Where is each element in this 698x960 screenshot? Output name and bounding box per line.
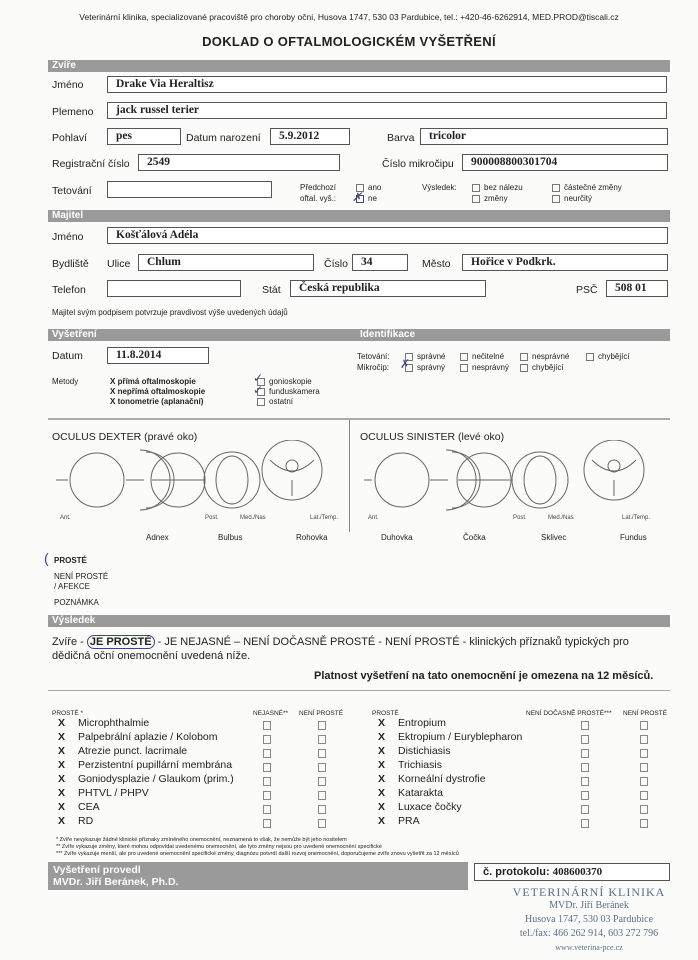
checkbox-icon[interactable] [640, 749, 648, 758]
checkbox-icon [586, 353, 594, 361]
disease-mark[interactable]: X [58, 731, 66, 743]
state-label: Stát [262, 284, 281, 296]
checkbox-icon[interactable] [581, 749, 589, 758]
disease-row [378, 815, 420, 827]
checkbox-icon[interactable] [318, 791, 326, 800]
result-label: Výsledek: [422, 183, 457, 192]
checkbox-icon[interactable] [318, 777, 326, 786]
checkbox-icon[interactable] [581, 791, 589, 800]
label-mednas: Med./Nas [240, 515, 266, 521]
id-opt-label: nesprávný [472, 363, 509, 372]
doctor-name: MVDr. Jiří Beránek, Ph.D. [53, 876, 179, 888]
checkbox-icon [257, 398, 265, 406]
method2-label: ostatní [269, 397, 294, 406]
checkbox-icon[interactable] [263, 805, 271, 814]
disease-mark[interactable]: X [378, 731, 386, 743]
right-header-docasne: NENÍ DOČASNĚ PROSTÉ*** [526, 710, 612, 717]
exam-date-label: Datum [52, 350, 83, 362]
disease-row [58, 717, 149, 729]
number-field[interactable]: 34 [352, 254, 408, 271]
chip-field[interactable]: 900008800301704 [462, 154, 668, 171]
checkbox-icon[interactable] [640, 777, 648, 786]
disease-row [58, 787, 149, 799]
disease-name: CEA [78, 801, 100, 813]
checkbox-icon[interactable] [581, 735, 589, 744]
disease-mark[interactable]: X [378, 745, 386, 757]
handwritten-check-icon: ✓ [253, 371, 264, 385]
od-eye-diagram [48, 440, 350, 530]
row-neni-proste: NENÍ PROSTÉ [54, 572, 109, 581]
section-animal: Zvíře [48, 60, 670, 72]
id-tattoo-opt[interactable] [460, 352, 504, 361]
exam-section-title: Vyšetření [52, 329, 97, 340]
validity-note: Platnost vyšetření na tato onemocnění je omezena na 12 měsíců. [314, 670, 654, 682]
label-post: Post. [513, 515, 527, 521]
disease-mark[interactable]: X [58, 787, 66, 799]
label-ant: Ant. [368, 515, 379, 521]
section-exam [48, 329, 670, 341]
checkbox-icon[interactable] [640, 819, 648, 828]
protocol-box [474, 863, 670, 881]
label-mednas: Med./Nas [548, 515, 574, 521]
column-rohovka: Rohovka [296, 533, 328, 542]
checkbox-icon[interactable] [640, 735, 648, 744]
disease-mark[interactable]: X [378, 801, 386, 813]
row-proste: PROSTÉ [54, 556, 87, 565]
disease-mark[interactable]: X [378, 717, 386, 729]
checkbox-icon [472, 195, 480, 203]
column-adnex: Adnex [146, 533, 169, 542]
disease-row [378, 759, 442, 771]
number-label: Číslo [324, 258, 348, 270]
checkbox-icon[interactable] [640, 791, 648, 800]
method-mark: X [110, 387, 116, 396]
disease-row [378, 773, 486, 785]
result-option-4[interactable] [552, 194, 592, 203]
result-option-2[interactable] [472, 194, 508, 203]
result-option-3[interactable] [552, 183, 622, 192]
disease-mark[interactable]: X [378, 787, 386, 799]
id-opt-label: chybějící [598, 352, 630, 361]
tattoo-label: Tetování [52, 185, 92, 197]
checkbox-icon[interactable] [318, 721, 326, 730]
method2-item[interactable] [257, 387, 320, 397]
id-tattoo-opt[interactable] [520, 352, 569, 361]
checkbox-icon[interactable] [263, 791, 271, 800]
phone-label: Telefon [52, 284, 86, 296]
divider [48, 690, 670, 691]
footnote: *** Zvíře vykazuje menší, ale pro uvedené onemocnění specifické změny, diagnózu potvrdí další rozvoj onemocnění, doporučujeme zvíře znovu vyšetřit za 12 měsíců [56, 851, 459, 857]
city-label: Město [422, 258, 451, 270]
prev-no-label: ne [368, 194, 377, 203]
result-option-label: změny [484, 194, 508, 203]
checkbox-icon [552, 184, 560, 192]
disease-name: Palpebrální aplazie / Kolobom [78, 731, 218, 743]
checkbox-icon[interactable] [581, 721, 589, 730]
checkbox-icon[interactable] [581, 805, 589, 814]
clinic-header: Veterinární klinika, specializované pracoviště pro choroby očni, Husova 1747, 530 03 Pardubice, tel.: +420-46-6262914, MED.PROD@tiscali.cz [79, 12, 619, 22]
checkbox-icon[interactable] [263, 763, 271, 772]
disease-mark[interactable]: X [58, 773, 66, 785]
sex-field[interactable]: pes [107, 128, 181, 145]
performed-label: Vyšetření provedl [53, 864, 141, 876]
reg-label: Registrační číslo [52, 158, 130, 170]
checkbox-icon [460, 364, 468, 372]
method2-item[interactable] [257, 377, 320, 387]
checkbox-icon[interactable] [318, 819, 326, 828]
previous-exam-label-2: oftal. vyš.: [300, 194, 337, 203]
street-label: Ulice [107, 258, 131, 270]
disease-row [378, 731, 522, 743]
checkbox-icon[interactable] [263, 721, 271, 730]
zip-field[interactable]: 508 01 [606, 280, 668, 297]
breed-label: Plemeno [52, 106, 94, 118]
disease-mark[interactable]: X [58, 745, 66, 757]
id-opt-label: nečitelné [472, 352, 505, 361]
checkbox-icon[interactable] [581, 819, 589, 828]
section-owner: Majitel [48, 210, 670, 222]
sex-label: Pohlaví [52, 132, 88, 144]
methods-label: Metody [52, 377, 79, 386]
owner-declaration: Majitel svým podpisem potvrzuje pravdivost výše uvedených údajů [52, 308, 288, 317]
disease-row [58, 745, 187, 757]
exam-date-field[interactable]: 11.8.2014 [107, 347, 209, 364]
label-lattemp: Lat./Temp. [622, 515, 651, 521]
disease-mark[interactable]: X [378, 815, 386, 827]
method2-item[interactable] [257, 397, 320, 407]
disease-row [58, 801, 100, 813]
checkbox-icon[interactable] [581, 777, 589, 786]
clinic-stamp [500, 885, 678, 955]
column-bulbus: Bulbus [218, 533, 243, 542]
statement-rest: - JE NEJASNÉ – NENÍ DOČASNĚ PROSTÉ - NENÍ PROSTÉ - klinických příznaků typických pro dědičná oční onemocnění uvedená níže. [52, 636, 629, 662]
os-title: OCULUS SINISTER (levé oko) [360, 431, 505, 443]
label-lattemp: Lat./Temp. [310, 515, 339, 521]
disease-name: Korneální dystrofie [398, 773, 486, 785]
checkbox-icon [460, 353, 468, 361]
id-chip-opt[interactable] [460, 363, 509, 372]
chip-label: Číslo mikročipu [382, 158, 454, 170]
os-eye-diagram [360, 440, 670, 530]
id-opt-label: správné [417, 352, 446, 361]
city-field[interactable]: Hořice v Podkrk. [462, 254, 668, 271]
id-section-title: Identifikace [360, 329, 416, 340]
label-post: Post. [205, 515, 219, 521]
disease-mark[interactable]: X [58, 801, 66, 813]
animal-name-label: Jméno [52, 79, 84, 91]
left-header-neni: NENÍ PROSTÉ [299, 710, 344, 717]
color-field[interactable]: tricolor [420, 128, 668, 145]
method-label: nepřímá oftalmoskopie [117, 387, 206, 396]
disease-name: Ektropium / Euryblepharon [398, 731, 523, 743]
disease-mark[interactable]: X [58, 717, 66, 729]
document-title: DOKLAD O OFTALMOLOGICKÉM VYŠETŘENÍ [202, 34, 496, 49]
prev-yes-label: ano [368, 183, 382, 192]
disease-row [58, 773, 234, 785]
footnote: * Zvíře nevykazuje žádné klinické příznaky zmíněného onemocnění, neznamená to však, že nemůže být jeho nositelem [56, 837, 347, 843]
disease-row [378, 717, 446, 729]
id-chip-label: Mikročip: [357, 363, 390, 372]
disease-row [58, 731, 218, 743]
statement-je-proste: JE PROSTÉ [87, 635, 155, 649]
checkbox-icon[interactable] [318, 735, 326, 744]
disease-mark[interactable]: X [58, 815, 66, 827]
column-duhovka: Duhovka [381, 533, 413, 542]
id-chip-opt[interactable] [520, 363, 564, 372]
checkbox-icon[interactable] [640, 763, 648, 772]
method-item[interactable] [110, 387, 205, 397]
result-option-label: částečné změny [564, 183, 622, 192]
reg-field[interactable]: 2549 [138, 154, 340, 171]
disease-name: Katarakta [398, 787, 443, 799]
method-label: tonometrie (aplanační) [117, 397, 204, 406]
dob-field[interactable]: 5.9.2012 [270, 128, 350, 145]
column-fundus: Fundus [620, 533, 647, 542]
checkbox-icon[interactable] [640, 721, 648, 730]
handwritten-check-icon: ✓ [253, 383, 264, 397]
handwritten-mark-icon: ( [44, 550, 49, 566]
checkbox-icon[interactable] [318, 749, 326, 758]
checkbox-icon[interactable] [318, 805, 326, 814]
column-sklivec: Sklivec [541, 533, 567, 542]
disease-mark[interactable]: X [58, 759, 66, 771]
divider [48, 418, 670, 420]
disease-name: Luxace čočky [398, 801, 462, 813]
statement-pre: Zvíře - [52, 636, 87, 648]
animal-name-field[interactable]: Drake Via Heraltisz [107, 76, 667, 93]
checkbox-icon[interactable] [581, 763, 589, 772]
id-tattoo-opt[interactable] [405, 352, 445, 361]
method2-label: funduskamera [269, 387, 320, 396]
id-opt-label: správný [417, 363, 446, 372]
left-header-proste: PROSTÉ * [52, 710, 84, 717]
id-chip-opt[interactable] [405, 363, 445, 372]
disease-row [58, 759, 232, 771]
stamp-line: tel./fax: 466 262 914, 603 272 796 [519, 928, 659, 939]
handwritten-check-icon: ✗ [352, 190, 363, 204]
previous-exam-label: Předchozí [300, 183, 337, 192]
phone-field[interactable] [107, 280, 241, 297]
result-option-label: neurčitý [564, 194, 593, 203]
method-mark: X [110, 377, 116, 386]
handwritten-check-icon: ✗ [400, 357, 411, 371]
method2-label: gonioskopie [269, 377, 312, 386]
disease-name: Entropium [398, 717, 446, 729]
disease-name: Distichiasis [398, 745, 451, 757]
stamp-line: VETERINÁRNÍ KLINIKA [512, 885, 666, 899]
row-poznamka: POZNÁMKA [54, 598, 99, 607]
stamp-line: www.veterina-pce.cz [555, 943, 623, 952]
protocol-number: 408600370 [552, 866, 603, 878]
checkbox-icon[interactable] [640, 805, 648, 814]
right-header-neni: NENÍ PROSTÉ [623, 710, 668, 717]
methods-list [110, 377, 205, 407]
id-opt-label: nesprávné [532, 352, 570, 361]
disease-name: Trichiasis [398, 759, 442, 771]
stamp-line: Husova 1747, 530 03 Pardubice [524, 914, 654, 925]
id-tattoo-label: Tetování: [357, 352, 390, 361]
od-title: OCULUS DEXTER (pravé oko) [52, 431, 198, 443]
disease-name: Atrezie punct. lacrimale [78, 745, 188, 757]
row-afekce: / AFEKCE [54, 582, 91, 591]
owner-name-field[interactable]: Košťálová Adéla [107, 227, 668, 244]
protocol-label: č. protokolu: [483, 866, 550, 878]
methods-list-2 [257, 377, 320, 407]
disease-name: RD [78, 815, 94, 827]
color-label: Barva [387, 132, 415, 144]
footnotes [56, 837, 616, 858]
checkbox-icon[interactable] [263, 735, 271, 744]
checkbox-icon [552, 195, 560, 203]
checkbox-icon [520, 353, 528, 361]
disease-name: PRA [398, 815, 420, 827]
footnote: ** Zvíře vykazuje změny, které mohou odpovídat uvedenému onemocnění, ale tyto změny nejsou pro uvedené onemocnění specifické [56, 844, 382, 850]
disease-mark[interactable]: X [378, 773, 386, 785]
checkbox-icon [472, 184, 480, 192]
disease-row [378, 745, 451, 757]
checkbox-icon [520, 364, 528, 372]
id-tattoo-opt[interactable] [586, 352, 630, 361]
method-mark: X [110, 397, 116, 406]
result-statement [52, 635, 670, 663]
column-cocka: Čočka [463, 533, 486, 542]
owner-name-label: Jméno [52, 231, 84, 243]
street-field[interactable]: Chlum [138, 254, 314, 271]
dob-label: Datum narození [186, 132, 261, 144]
label-ant: Ant. [60, 515, 71, 521]
result-option-label: bez nálezu [484, 183, 523, 192]
section-result: Výsledek [48, 615, 670, 627]
disease-name: Microphthalmie [78, 717, 150, 729]
tattoo-field[interactable] [107, 181, 272, 198]
state-field[interactable]: Česká republika [290, 280, 486, 297]
result-option-1[interactable] [472, 183, 523, 192]
disease-name: Goniodysplazie / Glaukom (prim.) [78, 773, 234, 785]
checkbox-icon[interactable] [263, 777, 271, 786]
method-item[interactable] [110, 377, 205, 387]
right-header-proste: PROSTÉ [372, 710, 399, 717]
disease-row [378, 801, 462, 813]
method-item[interactable] [110, 397, 205, 407]
disease-name: Perzistentní pupillární membrána [78, 759, 233, 771]
disease-row [58, 815, 93, 827]
method-label: přímá oftalmoskopie [117, 377, 196, 386]
disease-name: PHTVL / PHPV [78, 787, 149, 799]
checkbox-icon[interactable] [318, 763, 326, 772]
checkbox-icon[interactable] [263, 749, 271, 758]
address-label: Bydliště [52, 258, 89, 270]
disease-row [378, 787, 443, 799]
zip-label: PSČ [576, 284, 598, 296]
checkbox-icon[interactable] [263, 819, 271, 828]
stamp-line: MVDr. Jiří Beránek [549, 900, 629, 911]
id-opt-label: chybějící [532, 363, 564, 372]
disease-mark[interactable]: X [378, 759, 386, 771]
left-header-nejasne: NEJASNÉ** [253, 710, 289, 717]
breed-field[interactable]: jack russel terier [107, 102, 667, 119]
